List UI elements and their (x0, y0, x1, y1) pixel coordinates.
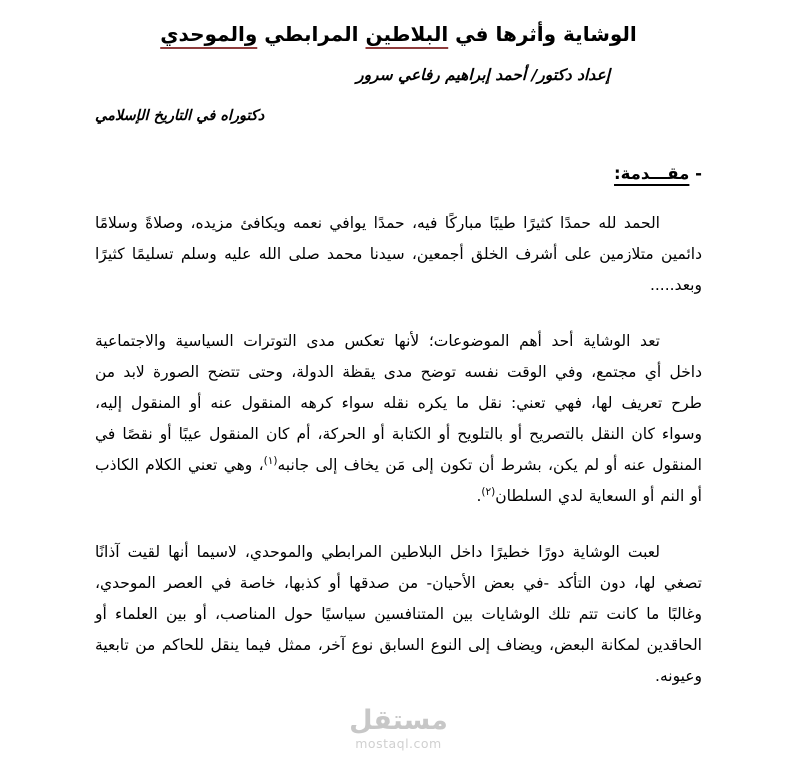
footnote-marker-1: (١) (263, 454, 278, 467)
paragraph-1: الحمد لله حمدًا كثيرًا طيبًا مباركًا فيه، حمدًا يوافي نعمه ويكافئ مزيده، وصلاةً وسلامًا دائمين متلازمين على أشرف الخلق أجمعين، سيدنا محمد صلى الله عليه وسلم تسليمًا كثيرًا وبعد..... (95, 214, 702, 294)
paragraph-2-text-3: . (476, 487, 482, 505)
paragraph-2-text-2: ، وهي تعني الكلام الكاذب أو النم أو السعاية لدي السلطان (95, 456, 702, 505)
document-title (95, 18, 702, 50)
watermark-arabic-logo: مستقل (349, 705, 448, 736)
title-underlined-word-2: والموحدي (160, 22, 258, 46)
paragraph-2-text-1: تعد الوشاية أحد أهم الموضوعات؛ لأنها تعكس مدى التوترات السياسية والاجتماعية داخل أي مجتمع، وفي الوقت نفسه توضح مدى يقظة الدولة، وحتى تتضح الصورة لابد من طرح تعريف لها، فهي تعني: نقل ما يكره نقله سواء كرهه المنقول عنه أو المنقول إليه، وسواء كان النقل بالتصريح أو بالتلويح أو الكتابة أو الحركة، أم كان المنقول عيبًا أو نقصًا في المنقول عنه أو لم يكن، بشرط أن تكون إلى مَن يخاف إلى جانبه (95, 332, 702, 474)
paragraph-3: لعبت الوشاية دورًا خطيرًا داخل البلاطين المرابطي والموحدي، لاسيما أنها لقيت آذانًا تصغي لها، دون التأكد -في بعض الأحيان- من صدقها أو كذبها، خاصة في العصر الموحدي، وغالبًا ما كانت تتم تلك الوشايات بين المتنافسين سياسيًا حول المناصب، أو بين العلماء أو الحاقدين لمكانة البعض، ويضاف إلى النوع السابق نوع آخر، ممثل فيما ينقل للحاكم من تابعية وعيونه. (95, 543, 702, 685)
watermark-domain: mostaql.com (355, 735, 442, 751)
paragraph-2 (95, 326, 702, 512)
heading-text: مقـــدمة: (614, 164, 690, 183)
footnote-marker-2: (٢) (481, 485, 496, 498)
heading-dash: - (695, 164, 702, 183)
mostaql-watermark (0, 706, 797, 751)
degree-line: دكتوراه في التاريخ الإسلامي (95, 108, 265, 124)
title-text-1: الوشاية وأثرها في (448, 22, 637, 46)
title-text-2: المرابطي (257, 22, 366, 46)
author-line: إعداد دكتور/ أحمد إبراهيم رفاعي سرور (356, 66, 610, 84)
title-underlined-word-1: البلاطين (365, 22, 449, 46)
section-heading-introduction (95, 164, 702, 183)
